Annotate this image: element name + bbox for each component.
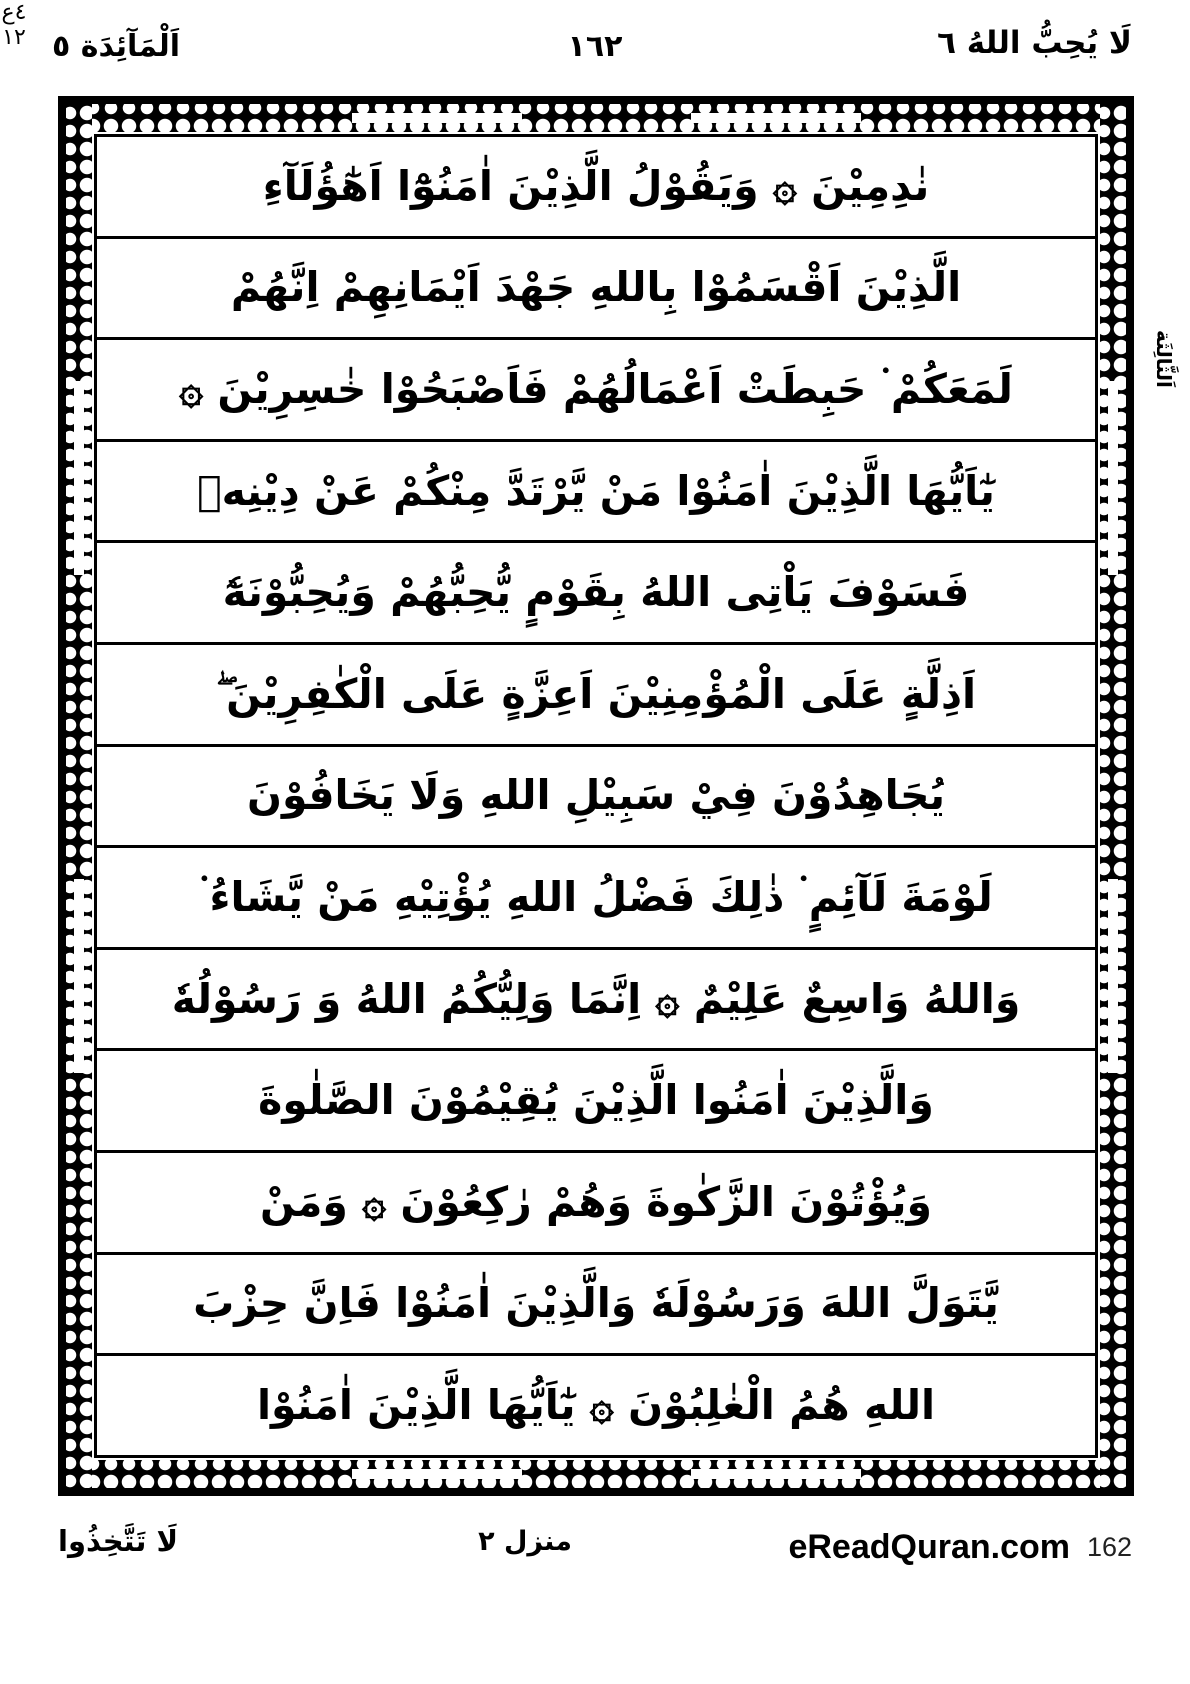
- ayah-line: [97, 340, 1095, 442]
- page-number: 162: [1086, 1532, 1132, 1562]
- ayah-line: [97, 1051, 1095, 1153]
- band-gap: [691, 1469, 861, 1479]
- scallop-pattern-icon: [66, 1460, 1126, 1488]
- band-gap: [74, 381, 84, 575]
- band-gap: [691, 113, 861, 123]
- scallop-pattern-icon: [1100, 104, 1126, 1488]
- ayah-line: [97, 950, 1095, 1052]
- ayah-text: لَوْمَةَ لَآئِمٍ ۬ ذٰلِكَ فَضْلُ اللهِ يُؤْتِيْهِ مَنْ يَّشَاءُ ۬: [199, 873, 993, 922]
- ayah-line: [97, 747, 1095, 849]
- quran-text-block: [94, 134, 1098, 1458]
- ayah-line: [97, 645, 1095, 747]
- catchword: لَا تَتَّخِذُوا: [58, 1524, 179, 1558]
- ornament-band-right: [1100, 104, 1126, 1488]
- ayah-line: [97, 239, 1095, 341]
- ayah-text: وَالَّذِيْنَ اٰمَنُوا الَّذِيْنَ يُقِيْمُوْنَ الصَّلٰوةَ: [258, 1076, 934, 1125]
- surah-title: اَلْمَآئِدَة ٥: [52, 29, 180, 64]
- page-header: [0, 25, 1190, 86]
- scallop-pattern-icon: [66, 104, 92, 1488]
- site-watermark: eReadQuran.com: [788, 1528, 1070, 1566]
- manzil-label: منزل ٢: [478, 1526, 572, 1557]
- ayah-line: [97, 848, 1095, 950]
- ayah-text: فَسَوْفَ يَاْتِى اللهُ بِقَوْمٍ يُّحِبُّهُمْ وَيُحِبُّوْنَهٗٓ: [222, 568, 970, 617]
- page-number-arabic: ١٦٢: [567, 29, 623, 64]
- ayah-line: [97, 1255, 1095, 1357]
- ayah-line: [97, 137, 1095, 239]
- juz-marker-bottom: ١٢: [2, 25, 26, 51]
- ayah-text: نٰدِمِيْنَ ۞ وَيَقُوْلُ الَّذِيْنَ اٰمَنُوْٓا اَهٰٓؤُلَآءِ: [262, 161, 930, 210]
- ayah-text: الَّذِيْنَ اَقْسَمُوْا بِاللهِ جَهْدَ اَيْمَانِهِمْ اِنَّهُمْ: [230, 263, 962, 312]
- page-footer: [0, 1518, 1190, 1598]
- ayah-text: يَّتَوَلَّ اللهَ وَرَسُوْلَهٗ وَالَّذِيْنَ اٰمَنُوْا فَاِنَّ حِزْبَ: [193, 1279, 999, 1328]
- ayah-text: يٰٓاَيُّهَا الَّذِيْنَ اٰمَنُوْا مَنْ يَّرْتَدَّ مِنْكُمْ عَنْ دِيْنِهٖ: [197, 466, 995, 515]
- ayah-line: [97, 543, 1095, 645]
- ayah-text: يُجَاهِدُوْنَ فِيْ سَبِيْلِ اللهِ وَلَا يَخَافُوْنَ: [247, 771, 945, 820]
- ornament-band-top: [66, 104, 1126, 132]
- scallop-pattern-icon: [66, 104, 1126, 132]
- ornament-band-left: [66, 104, 92, 1488]
- ayah-line: [97, 1153, 1095, 1255]
- band-gap: [352, 1469, 522, 1479]
- ayah-line: [97, 442, 1095, 544]
- ayah-text: وَيُؤْتُوْنَ الزَّكٰوةَ وَهُمْ رٰكِعُوْنَ ۞ وَمَنْ: [260, 1177, 932, 1226]
- ayah-text: وَاللهُ وَاسِعٌ عَلِيْمٌ ۞ اِنَّمَا وَلِيُّكُمُ اللهُ وَ رَسُوْلُهٗ: [171, 974, 1021, 1023]
- ayah-text: اَذِلَّةٍ عَلَى الْمُؤْمِنِيْنَ اَعِزَّةٍ عَلَى الْكٰفِرِيْنَ ۖ: [215, 669, 977, 718]
- ayah-line: [97, 1356, 1095, 1455]
- band-gap: [1108, 879, 1118, 1073]
- band-gap: [1108, 381, 1118, 575]
- band-gap: [352, 113, 522, 123]
- ayah-text: لَمَعَكُمْ ۬ حَبِطَتْ اَعْمَالُهُمْ فَاَصْبَحُوْا خٰسِرِيْنَ ۞: [179, 365, 1013, 413]
- text-frame: [58, 96, 1134, 1496]
- juz-marker-top: ٤ع: [1, 0, 27, 25]
- band-gap: [74, 879, 84, 1073]
- ornament-band-bottom: [66, 1460, 1126, 1488]
- ayah-text: اللهِ هُمُ الْغٰلِبُوْنَ ۞ يٰٓاَيُّهَا الَّذِيْنَ اٰمَنُوْا: [256, 1381, 936, 1430]
- hizb-margin-label: اَلثَّالِثَة: [1152, 330, 1176, 388]
- juz-title: لَا يُحِبُّ اللهُ ٦: [937, 25, 1132, 61]
